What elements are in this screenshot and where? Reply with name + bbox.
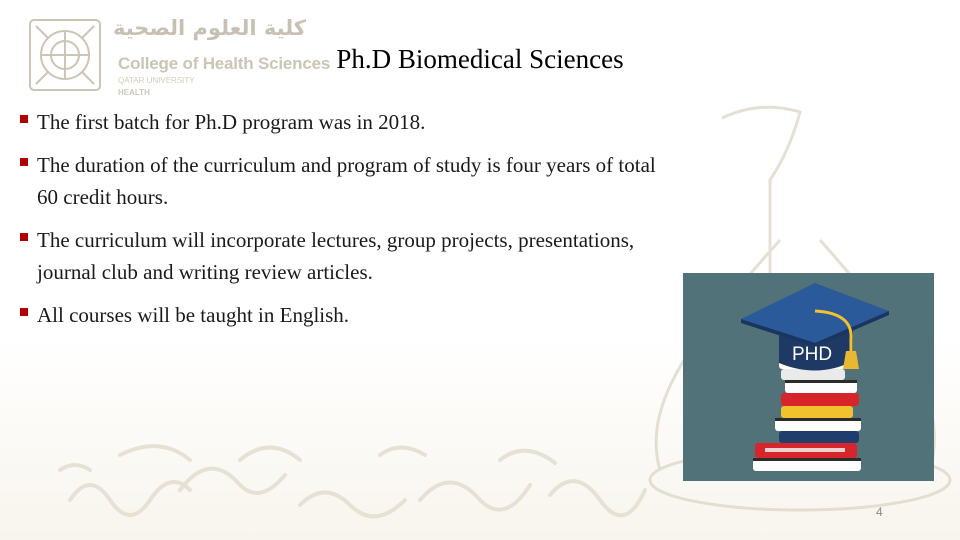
college-emblem-icon xyxy=(22,14,108,96)
bullet-square-icon xyxy=(20,308,28,316)
bullet-text: The duration of the curriculum and program of study is four years of total 60 credit hours. xyxy=(37,153,656,209)
slide-number: 4 xyxy=(876,505,883,519)
bullet-item xyxy=(20,149,660,213)
logo-english-name: College of Health Sciences xyxy=(118,54,331,73)
bullet-text: The first batch for Ph.D program was in 2018. xyxy=(37,110,426,134)
logo-university: QATAR UNIVERSITY xyxy=(118,76,195,85)
bullet-item xyxy=(20,106,660,138)
cap-label: PHD xyxy=(791,344,833,365)
phd-graduation-illustration xyxy=(683,273,934,481)
bullet-text: All courses will be taught in English. xyxy=(37,303,350,327)
bullet-list xyxy=(20,106,660,331)
bullet-text: The curriculum will incorporate lectures, group projects, presentations, journal club and writing review articles. xyxy=(37,228,635,284)
bullet-item xyxy=(20,299,660,331)
bullet-square-icon xyxy=(20,115,28,123)
bullet-square-icon xyxy=(20,233,28,241)
logo-health-mark: HEALTH xyxy=(118,88,150,97)
bullet-square-icon xyxy=(20,158,28,166)
slide-title: Ph.D Biomedical Sciences xyxy=(336,44,624,74)
college-logo xyxy=(22,14,331,97)
bullet-item xyxy=(20,224,660,288)
logo-arabic-name: كلية العلوم الصحية xyxy=(113,16,306,40)
